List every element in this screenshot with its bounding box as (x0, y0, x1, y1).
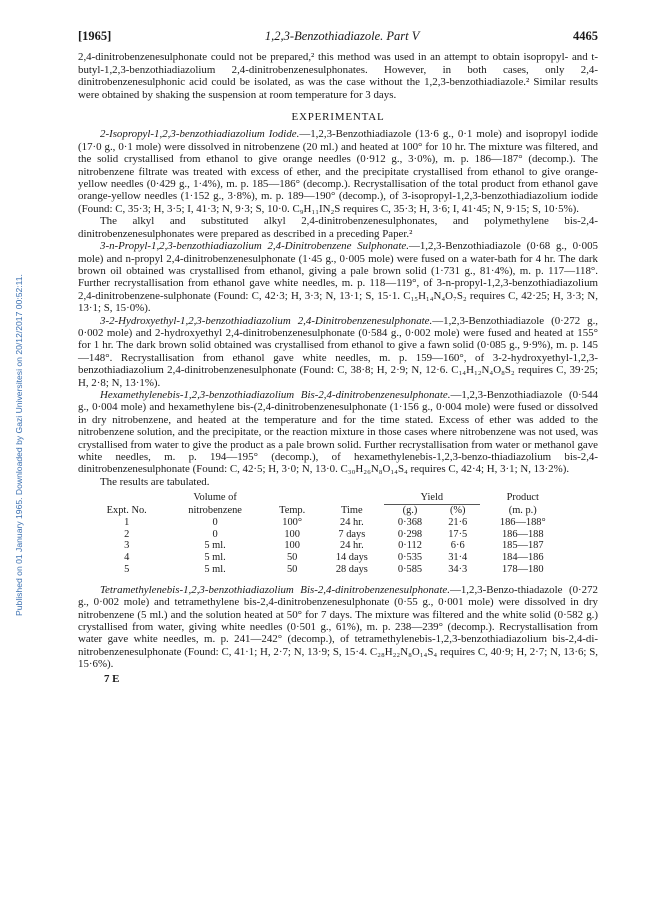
table-cell: 0·368 (397, 516, 423, 528)
download-watermark[interactable]: Published on 01 January 1965. Downloaded by Gazi Universitesi on 20/12/2017 00:52:11. (14, 274, 24, 616)
table-header-row (88, 505, 566, 517)
table-cell: 3 (124, 540, 130, 552)
table-cell: 5 ml. (204, 540, 226, 552)
table-cell: 4 (124, 552, 130, 564)
volume-head-top: Volume of (193, 492, 237, 504)
yield-pct-header: (%) (449, 505, 466, 517)
table-intro: The results are tabulated. (100, 475, 210, 488)
table-cell: 0·112 (398, 540, 422, 552)
table-cell: 17·5 (448, 528, 468, 540)
table-cell: 6·6 (450, 540, 465, 552)
header-title: 1,2,3-Benzothiadiazole. Part V (264, 29, 420, 43)
section-heading: EXPERIMENTAL (291, 111, 385, 124)
table-cell: 186—188° (499, 516, 546, 528)
experimental-paragraph: 2-Isopropyl-1,2,3-benzothiadiazolium Iodide.—1,2,3-Benzothiadiazole (13·6 g., 0·1 mole) and isopropyl iodide (17·0 g., 0·1 mole) were dissolved in nitrobenzene (20 ml.) and heated at 100° for 10 hr. The mixture was filtered, and the solid crystallised from ethanol to give orange needles (0·912 g., 3·0%), m. p. 186—187° (decomp.). The nitrobenzene filtrate was treated with excess of ether, and the precipitate crystallised from ethanol to give orange-yellow needles (0·429 g., 1·4%), m. p. 185—186° (decomp.). Recrystallisation of the total product from ethanol gave orange-yellow needles (1·152 g., 3·8%), m. p. 189—190° (decomp.), of 3-isopropyl-1,2,3-benzothiadiazolium iodide (Found: C, 35·3; H, 3·5; I, 41·3; N, 9·3; S, 10·0. C₉H₁₁IN₂S requires C, 35·3; H, 3·6; I, 41·45; N, 9·15; S, 10·5%). (78, 128, 598, 215)
running-header (78, 30, 598, 42)
table-cell: 100 (284, 540, 300, 552)
table-cell: 5 ml. (204, 552, 226, 564)
expt-no-header: Expt. No. (106, 504, 147, 516)
table-cell: 5 (124, 564, 130, 575)
table-cell: 0·298 (397, 528, 423, 540)
table-cell: 24 hr. (340, 516, 364, 528)
experimental-paragraph: 3-n-Propyl-1,2,3-benzothiadiazolium 2,4-Dinitrobenzene Sulphonate.—1,2,3-Benzothiadiazole (0·68 g., 0·005 mole) and n-propyl 2,4-dinitrobenzenesulphonate (1·45 g., 0·005 mole) were fused on a water-bath for 4 hr. The dark brown oil obtained was crystallised from ethanol, giving a pale brown solid (1·731 g., 81·4%), m. p. 117—118°. Further recrystallisation from ethanol gave white needles, m. p. 118—119°, of 3-n-propyl-1,2,3-benzothiadiazolium 2,4-dinitrobenzene-sulphonate (Found: C, 42·3; H, 3·3; N, 13·1; S, 15·1. C₁₅H₁₄N₄O₇S₂ requires C, 42·25; H, 3·3; N, 13·1; S, 15·0%). (78, 240, 598, 315)
table-row (88, 564, 566, 576)
table-cell: 21·6 (448, 516, 468, 528)
table-cell: 184—186 (501, 552, 544, 564)
intro-paragraph: 2,4-dinitrobenzenesulphonate could not be prepared,² this method was used in an attempt to obtain isopropyl- and t-butyl-1,2,3-benzothiadiazolium 2,4-dinitrobenzenesulphonates. However, in both cases, only 2,4-dinitrobenzenesulphonic acid could be isolated, as was the case without the 1,2,3-benzothiadiazole.² Similar results were obtained by shaking the suspension at room temperature for 3 days. (78, 51, 598, 101)
table-cell: 100° (282, 516, 303, 528)
table-cell: 185—187 (501, 540, 544, 552)
table-cell: 2 (124, 528, 130, 540)
product-head-top: Product (506, 492, 539, 504)
header-page: 4465 (572, 29, 598, 43)
table-cell: 5 ml. (204, 564, 226, 575)
page-signature: 7 E (104, 672, 120, 685)
table-cell: 0·585 (397, 564, 423, 575)
results-table (88, 492, 566, 576)
table-cell: 31·4 (448, 552, 468, 564)
paper-page (78, 30, 598, 685)
experimental-paragraph: Hexamethylenebis-1,2,3-benzothiadiazolium Bis-2,4-dinitrobenzenesulphonate.—1,2,3-Benzothiadiazole (0·544 g., 0·004 mole) and hexamethylene bis-(2,4-dinitrobenzenesulphonate (1·156 g., 0·004 mole) were fused or dissolved in dry nitrobenzene, and heated at the temperature and for the time stated. Excess of ether was added to the nitrobenzene solution, and the precipitate, or the reaction mixture in those cases where nitrobenzene was not used, was crystallised from water to give the product as a pale brown solid. Further recrystallisation from water or methanol gave white needles, m. p. 194—195° (decomp.), of hexamethylenebis-1,2,3-benzo-thiadiazolium bis-2,4-dinitrobenzenesulphonate (Found: C, 42·5; H, 3·0; N, 13·0. C₃₀H₂₆N₈O₁₄S₄ requires C, 42·4; H, 3·1; N, 13·2%). (78, 388, 598, 476)
yield-g-header: (g.) (402, 505, 418, 517)
nitrobenzene-header: nitrobenzene (188, 504, 242, 516)
table-row (88, 517, 566, 529)
table-cell: 1 (124, 516, 130, 528)
table-row (88, 552, 566, 564)
table-row (88, 540, 566, 552)
experimental-paragraphs (78, 128, 598, 475)
table-cell: 28 days (335, 564, 368, 575)
table-row (88, 529, 566, 541)
experimental-paragraph: The alkyl and substituted alkyl 2,4-dinitrobenzenesulphonates, and polymethylene bis-2,4-dinitrobenzenesulphonates were prepared as described in a preceding Paper.² (78, 215, 598, 240)
temp-header: Temp. (279, 504, 306, 516)
table-cell: 50 (286, 564, 298, 575)
table-cell: 0 (212, 528, 218, 540)
table-cell: 50 (286, 552, 298, 564)
mp-header: (m. p.) (508, 504, 537, 516)
table-cell: 34·3 (448, 564, 468, 575)
table-cell: 186—188 (501, 528, 544, 540)
experimental-paragraph: 3-2-Hydroxyethyl-1,2,3-benzothiadiazolium 2,4-Dinitrobenzenesulphonate.—1,2,3-Benzothiadiazole (0·272 g., 0·002 mole) and 2-hydroxyethyl 2,4-dinitrobenzenesulphonate (0·584 g., 0·002 mole) were fused and heated at 155° for 1 hr. The dark brown solid obtained was crystallised from ethanol to give a fawn solid (0·085 g., 9·9%), m. p. 145—148°. Recrystallisation from ethanol gave white needles, m. p. 159—160°, of 3-2-hydroxyethyl-1,2,3-benzothiadiazolium 2,4-dinitrobenzenesulphonate (Found: C, 38·8; H, 2·9; N, 12·6. C₁₄H₁₂N₄O₈S₂ requires C, 39·25; H, 2·8; N, 13·1%). (78, 314, 599, 389)
table-cell: 0·535 (397, 552, 423, 564)
time-header: Time (341, 504, 363, 516)
table-cell: 0 (212, 516, 218, 528)
final-paragraph: Tetramethylenebis-1,2,3-benzothiadiazolium Bis-2,4-dinitrobenzenesulphonate.—1,2,3-Benzo-thiadazole (0·272 g., 0·002 mole) and tetramethylene bis-2,4-dinitrobenzenesulphonate (0·55 g., 0·001 mole) were dissolved in dry nitrobenzene (5 ml.) and the solution heated at 50° for 7 days. The mixture was filtered and the white solid (0·582 g.) crystallised from water, giving white needles (0·501 g., 61%), m. p. 238—239° (decomp.). Recrystallisation from water gave white needles, m. p. 241—242° (decomp.), of tetramethylenebis-1,2,3-benzothiadiazolium bis-2,4-di-nitrobenzenesulphonate (Found: C, 41·1; H, 2·7; N, 13·9; S, 15·4. C₂₈H₂₂N₈O₁₄S₄ requires C, 40·9; H, 2·7; N, 13·6; S, 15·6%). (78, 583, 598, 671)
table-cell: 100 (284, 528, 300, 540)
table-body (88, 517, 566, 576)
table-cell: 7 days (338, 528, 366, 540)
table-cell: 178—180 (501, 564, 544, 575)
table-cell: 24 hr. (340, 540, 364, 552)
table-cell: 14 days (335, 552, 368, 564)
header-year: [1965] (78, 29, 112, 43)
yield-header: Yield (384, 492, 479, 504)
